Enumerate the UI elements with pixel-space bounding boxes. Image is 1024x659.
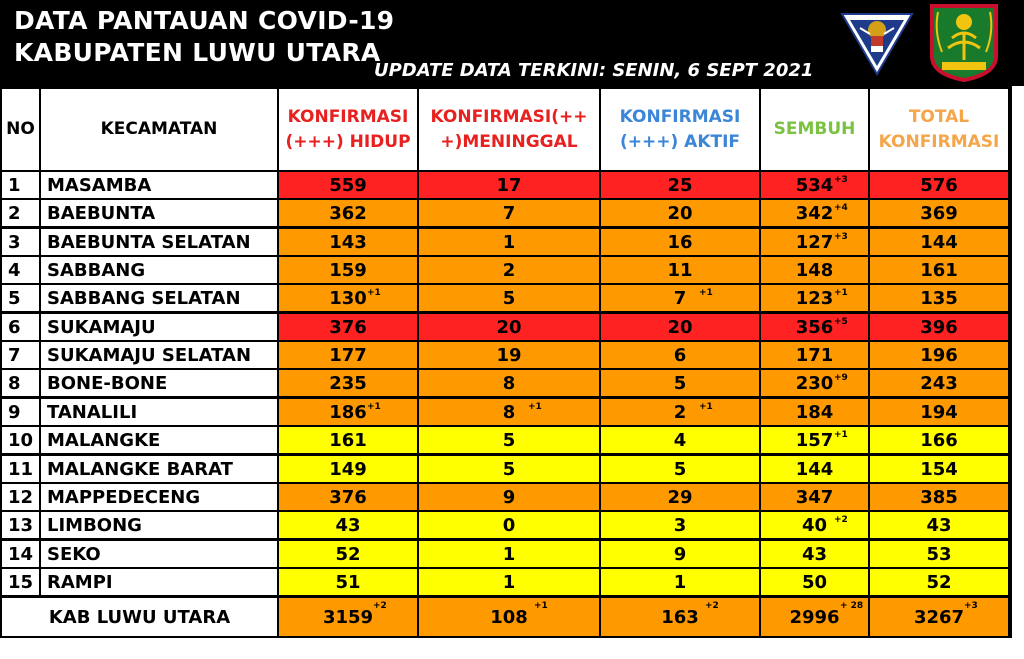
value-aktif: 5 <box>673 372 687 394</box>
row-number-text: 5 <box>8 287 21 309</box>
daily-change-badge: +4 <box>834 203 848 213</box>
total-hidup <box>279 598 417 636</box>
total-row-label <box>2 598 277 636</box>
cell-meninggal <box>419 285 599 311</box>
cell-hidup <box>279 427 417 453</box>
luwu-utara-emblem-icon <box>928 2 1000 82</box>
kecamatan-name-text: MASAMBA <box>47 174 152 196</box>
value-meninggal: 7 <box>502 202 516 224</box>
cell-hidup <box>279 285 417 311</box>
value-sembuh: 342 <box>795 202 834 224</box>
total-meninggal <box>419 598 599 636</box>
cell-total <box>870 427 1008 453</box>
row-number-text: 10 <box>8 429 34 451</box>
header-no-label: NO <box>6 119 35 140</box>
kecamatan-name <box>41 370 277 396</box>
value-aktif: 6 <box>673 344 687 366</box>
row-number-text: 4 <box>8 259 21 281</box>
value-meninggal: 1 <box>502 571 516 593</box>
daily-change-badge: +1 <box>367 402 381 412</box>
total-value-meninggal: 108 <box>490 606 528 628</box>
value-total: 154 <box>920 458 958 480</box>
cell-aktif <box>601 285 759 311</box>
cell-hidup <box>279 229 417 255</box>
row-number <box>2 342 39 368</box>
cell-aktif <box>601 342 759 368</box>
value-hidup: 235 <box>329 372 367 394</box>
cell-meninggal <box>419 370 599 396</box>
value-hidup: 362 <box>329 202 367 224</box>
cell-sembuh <box>761 512 868 538</box>
header-sembuh-label: SEMBUH <box>773 119 856 140</box>
kecamatan-name <box>41 257 277 283</box>
total-row-label-text: KAB LUWU UTARA <box>48 606 231 628</box>
daily-change-badge: +1 <box>834 288 848 298</box>
value-total: 166 <box>920 429 958 451</box>
value-hidup: 376 <box>329 486 367 508</box>
cell-aktif <box>601 229 759 255</box>
cell-sembuh <box>761 427 868 453</box>
cell-total <box>870 569 1008 595</box>
cell-sembuh <box>761 370 868 396</box>
cell-sembuh <box>761 569 868 595</box>
value-aktif: 5 <box>673 458 687 480</box>
value-hidup: 130 <box>329 287 367 309</box>
cell-total <box>870 456 1008 482</box>
cell-total <box>870 370 1008 396</box>
kecamatan-name-text: RAMPI <box>47 571 113 593</box>
value-sembuh: 356 <box>795 316 834 338</box>
cell-meninggal <box>419 314 599 340</box>
cell-aktif <box>601 172 759 198</box>
kecamatan-name-text: MALANGKE <box>47 429 161 451</box>
cell-sembuh <box>761 342 868 368</box>
kecamatan-name <box>41 456 277 482</box>
row-number <box>2 484 39 510</box>
value-sembuh: 43 <box>801 543 828 565</box>
row-number-text: 7 <box>8 344 21 366</box>
cell-total <box>870 200 1008 226</box>
value-hidup: 149 <box>329 458 367 480</box>
row-number-text: 9 <box>8 401 21 423</box>
value-aktif: 20 <box>667 202 693 224</box>
value-meninggal: 8 <box>502 401 516 423</box>
value-total: 53 <box>926 543 952 565</box>
cell-sembuh <box>761 257 868 283</box>
daily-change-badge: +9 <box>834 373 848 383</box>
header-total-konfirmasi-line: KONFIRMASI <box>878 131 1000 152</box>
kecamatan-name-text: LIMBONG <box>47 514 142 536</box>
daily-change-badge: +1 <box>699 402 713 412</box>
kecamatan-name-text: SABBANG <box>47 259 146 281</box>
satgas-covid-logo-icon <box>838 4 916 80</box>
cell-meninggal <box>419 456 599 482</box>
total-aktif <box>601 598 759 636</box>
row-number <box>2 229 39 255</box>
daily-change-badge: +1 <box>534 601 548 611</box>
row-number <box>2 569 39 595</box>
total-value-sembuh: 2996 <box>789 606 840 628</box>
row-number-text: 11 <box>8 458 34 480</box>
cell-meninggal <box>419 569 599 595</box>
total-value-hidup: 3159 <box>322 606 374 628</box>
cell-meninggal <box>419 342 599 368</box>
daily-change-badge: +3 <box>964 601 978 611</box>
cell-meninggal <box>419 541 599 567</box>
value-total: 369 <box>920 202 958 224</box>
header-sembuh <box>761 89 868 170</box>
header-konfirmasi-aktif <box>601 89 759 170</box>
cell-meninggal <box>419 229 599 255</box>
value-sembuh: 144 <box>795 458 834 480</box>
cell-total <box>870 399 1008 425</box>
daily-change-badge: +3 <box>834 175 848 185</box>
header-konfirmasi-hidup-line: KONFIRMASI <box>287 106 409 127</box>
kecamatan-name <box>41 512 277 538</box>
page-subtitle: KABUPATEN LUWU UTARA <box>14 38 381 67</box>
daily-change-badge: +3 <box>834 232 848 242</box>
header-total-konfirmasi-line: TOTAL <box>908 106 970 127</box>
cell-aktif <box>601 314 759 340</box>
kecamatan-name <box>41 200 277 226</box>
row-number <box>2 257 39 283</box>
value-total: 135 <box>920 287 958 309</box>
value-hidup: 51 <box>335 571 361 593</box>
row-number <box>2 314 39 340</box>
value-meninggal: 1 <box>502 543 516 565</box>
cell-total <box>870 541 1008 567</box>
value-meninggal: 20 <box>496 316 522 338</box>
cell-aktif <box>601 370 759 396</box>
daily-change-badge: +1 <box>367 288 381 298</box>
cell-hidup <box>279 342 417 368</box>
value-meninggal: 2 <box>502 259 516 281</box>
kecamatan-name <box>41 541 277 567</box>
value-hidup: 43 <box>335 514 361 536</box>
value-total: 43 <box>926 514 952 536</box>
value-hidup: 186 <box>329 401 367 423</box>
value-meninggal: 5 <box>502 429 516 451</box>
cell-meninggal <box>419 172 599 198</box>
cell-aktif <box>601 569 759 595</box>
value-sembuh: 171 <box>795 344 834 366</box>
cell-sembuh <box>761 541 868 567</box>
cell-sembuh <box>761 456 868 482</box>
value-sembuh: 50 <box>801 571 828 593</box>
header-konfirmasi-meninggal <box>419 89 599 170</box>
cell-total <box>870 484 1008 510</box>
kecamatan-name <box>41 484 277 510</box>
cell-aktif <box>601 512 759 538</box>
daily-change-badge: +2 <box>834 515 848 525</box>
kecamatan-name <box>41 285 277 311</box>
value-sembuh: 123 <box>795 287 834 309</box>
row-number <box>2 427 39 453</box>
kecamatan-name <box>41 229 277 255</box>
value-aktif: 9 <box>673 543 687 565</box>
cell-hidup <box>279 200 417 226</box>
cell-hidup <box>279 314 417 340</box>
cell-sembuh <box>761 200 868 226</box>
value-aktif: 7 <box>673 287 687 309</box>
value-total: 144 <box>920 231 958 253</box>
kecamatan-name <box>41 569 277 595</box>
value-total: 196 <box>920 344 958 366</box>
value-meninggal: 5 <box>502 458 516 480</box>
value-meninggal: 8 <box>502 372 516 394</box>
row-number <box>2 456 39 482</box>
row-number <box>2 399 39 425</box>
cell-sembuh <box>761 314 868 340</box>
row-number <box>2 541 39 567</box>
value-hidup: 159 <box>329 259 367 281</box>
header-banner <box>0 0 1024 86</box>
cell-meninggal <box>419 427 599 453</box>
value-meninggal: 9 <box>502 486 516 508</box>
kecamatan-name-text: TANALILI <box>47 401 138 423</box>
row-number-text: 2 <box>8 202 21 224</box>
cell-hidup <box>279 257 417 283</box>
cell-total <box>870 257 1008 283</box>
kecamatan-name-text: BONE-BONE <box>47 372 168 394</box>
header-konfirmasi-meninggal-line: KONFIRMASI(++ <box>430 106 588 127</box>
value-meninggal: 17 <box>496 174 522 196</box>
value-sembuh: 127 <box>795 231 834 253</box>
cell-hidup <box>279 541 417 567</box>
cell-hidup <box>279 484 417 510</box>
cell-total <box>870 172 1008 198</box>
value-sembuh: 157 <box>795 429 834 451</box>
cell-aktif <box>601 399 759 425</box>
value-total: 161 <box>920 259 958 281</box>
value-hidup: 161 <box>329 429 367 451</box>
value-aktif: 16 <box>667 231 693 253</box>
cell-total <box>870 229 1008 255</box>
value-aktif: 11 <box>667 259 693 281</box>
value-total: 52 <box>926 571 952 593</box>
value-hidup: 177 <box>329 344 367 366</box>
value-aktif: 4 <box>673 429 687 451</box>
update-date: UPDATE DATA TERKINI: SENIN, 6 SEPT 2021 <box>374 60 814 81</box>
value-aktif: 1 <box>673 571 687 593</box>
cell-meninggal <box>419 257 599 283</box>
value-meninggal: 0 <box>502 514 516 536</box>
kecamatan-name-text: MALANGKE BARAT <box>47 458 233 480</box>
header-konfirmasi-hidup <box>279 89 417 170</box>
cell-meninggal <box>419 200 599 226</box>
total-value-aktif: 163 <box>661 606 699 628</box>
value-aktif: 2 <box>673 401 687 423</box>
kecamatan-name <box>41 399 277 425</box>
covid-data-table <box>0 86 1012 638</box>
cell-hidup <box>279 569 417 595</box>
daily-change-badge: +2 <box>705 601 719 611</box>
row-number-text: 3 <box>8 231 21 253</box>
value-total: 576 <box>920 174 958 196</box>
cell-hidup <box>279 456 417 482</box>
cell-sembuh <box>761 484 868 510</box>
daily-change-badge: +1 <box>528 402 542 412</box>
value-sembuh: 148 <box>795 259 834 281</box>
cell-meninggal <box>419 512 599 538</box>
row-number-text: 14 <box>8 543 34 565</box>
value-hidup: 559 <box>329 174 367 196</box>
daily-change-badge: +1 <box>834 430 848 440</box>
kecamatan-name-text: BAEBUNTA SELATAN <box>47 231 251 253</box>
kecamatan-name <box>41 314 277 340</box>
value-hidup: 52 <box>335 543 361 565</box>
value-meninggal: 19 <box>496 344 522 366</box>
header-kecamatan <box>41 89 277 170</box>
header-total-konfirmasi <box>870 89 1008 170</box>
cell-aktif <box>601 456 759 482</box>
total-value-total: 3267 <box>913 606 965 628</box>
cell-aktif <box>601 541 759 567</box>
value-aktif: 25 <box>667 174 693 196</box>
row-number <box>2 200 39 226</box>
kecamatan-name-text: SABBANG SELATAN <box>47 287 241 309</box>
cell-meninggal <box>419 484 599 510</box>
value-sembuh: 347 <box>795 486 834 508</box>
row-number <box>2 285 39 311</box>
row-number-text: 1 <box>8 174 21 196</box>
row-number-text: 6 <box>8 316 21 338</box>
kecamatan-name-text: SUKAMAJU <box>47 316 156 338</box>
row-number <box>2 512 39 538</box>
row-number-text: 15 <box>8 571 34 593</box>
daily-change-badge: +2 <box>373 601 387 611</box>
row-number-text: 13 <box>8 514 34 536</box>
header-konfirmasi-aktif-line: KONFIRMASI <box>619 106 741 127</box>
kecamatan-name-text: SUKAMAJU SELATAN <box>47 344 252 366</box>
row-number-text: 12 <box>8 486 34 508</box>
row-number-text: 8 <box>8 372 21 394</box>
value-hidup: 143 <box>329 231 367 253</box>
total-sembuh <box>761 598 868 636</box>
cell-total <box>870 512 1008 538</box>
value-sembuh: 230 <box>795 372 834 394</box>
daily-change-badge: +1 <box>699 288 713 298</box>
value-hidup: 376 <box>329 316 367 338</box>
value-total: 243 <box>920 372 958 394</box>
value-total: 194 <box>920 401 958 423</box>
header-kecamatan-label: KECAMATAN <box>100 119 218 140</box>
kecamatan-name-text: BAEBUNTA <box>47 202 156 224</box>
cell-sembuh <box>761 229 868 255</box>
cell-meninggal <box>419 399 599 425</box>
value-sembuh: 184 <box>795 401 834 423</box>
kecamatan-name-text: SEKO <box>47 543 101 565</box>
kecamatan-name <box>41 172 277 198</box>
value-meninggal: 5 <box>502 287 516 309</box>
total-total <box>870 598 1008 636</box>
kecamatan-name <box>41 342 277 368</box>
cell-aktif <box>601 257 759 283</box>
row-number <box>2 370 39 396</box>
header-konfirmasi-aktif-line: (+++) AKTIF <box>619 131 741 152</box>
value-aktif: 20 <box>667 316 693 338</box>
cell-aktif <box>601 427 759 453</box>
value-aktif: 29 <box>667 486 693 508</box>
cell-hidup <box>279 399 417 425</box>
header-no <box>2 89 39 170</box>
cell-total <box>870 285 1008 311</box>
cell-sembuh <box>761 172 868 198</box>
value-sembuh: 534 <box>795 174 834 196</box>
daily-change-badge: +5 <box>834 317 848 327</box>
daily-change-badge: + 28 <box>840 601 864 611</box>
value-total: 396 <box>920 316 958 338</box>
cell-sembuh <box>761 399 868 425</box>
value-sembuh: 40 <box>801 514 828 536</box>
cell-hidup <box>279 370 417 396</box>
header-konfirmasi-hidup-line: (+++) HIDUP <box>285 131 411 152</box>
cell-hidup <box>279 512 417 538</box>
header-konfirmasi-meninggal-line: +)MENINGGAL <box>440 131 578 152</box>
value-total: 385 <box>920 486 958 508</box>
value-aktif: 3 <box>673 514 687 536</box>
cell-total <box>870 342 1008 368</box>
page-title: DATA PANTAUAN COVID-19 <box>14 6 395 35</box>
kecamatan-name <box>41 427 277 453</box>
cell-total <box>870 314 1008 340</box>
value-meninggal: 1 <box>502 231 516 253</box>
cell-sembuh <box>761 285 868 311</box>
cell-hidup <box>279 172 417 198</box>
kecamatan-name-text: MAPPEDECENG <box>47 486 201 508</box>
cell-aktif <box>601 200 759 226</box>
cell-aktif <box>601 484 759 510</box>
row-number <box>2 172 39 198</box>
